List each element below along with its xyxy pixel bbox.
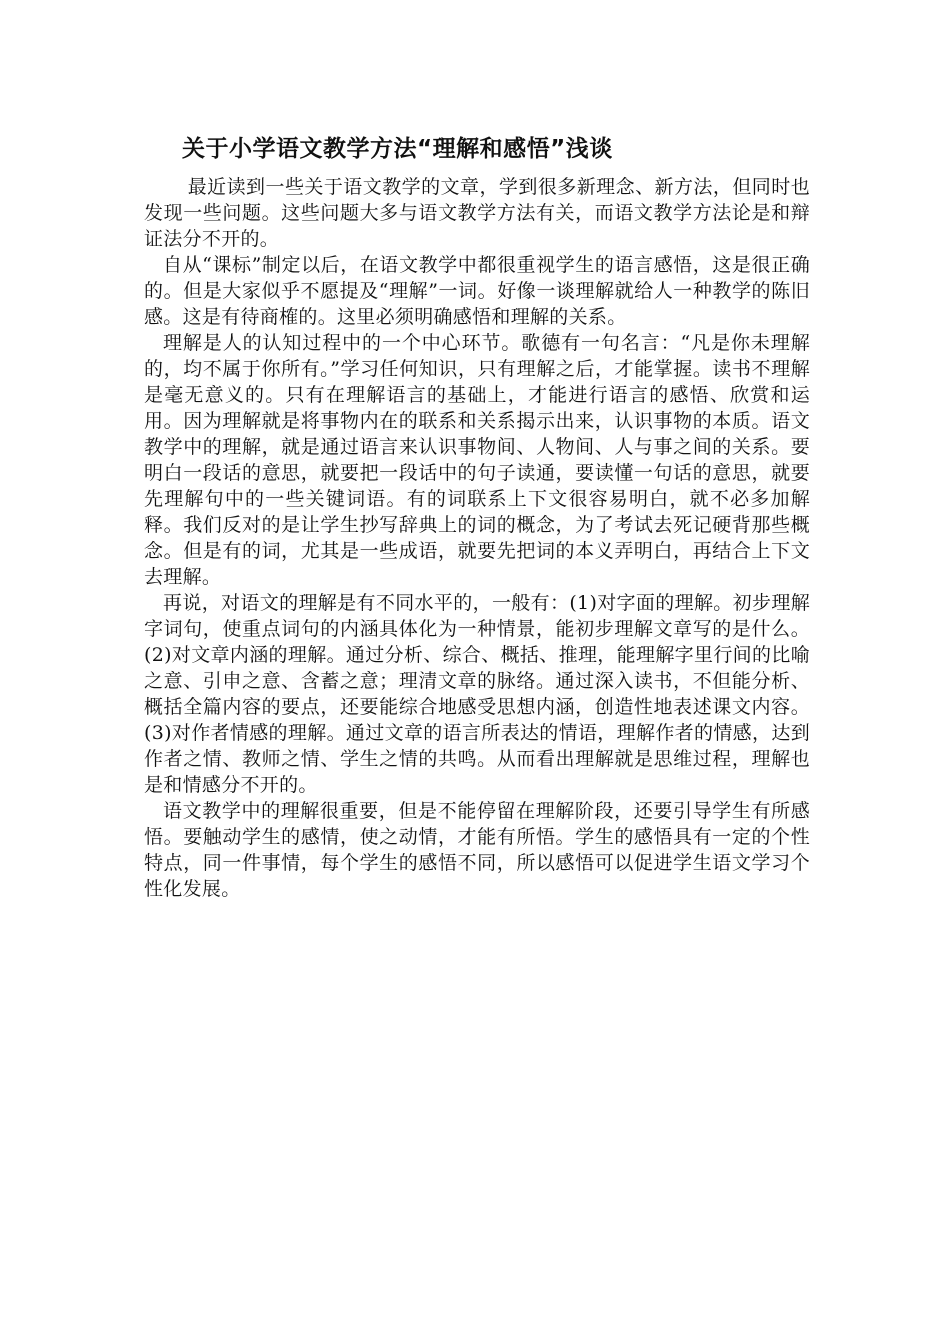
paragraph-4: 再说，对语文的理解是有不同水平的，一般有：(1)对字面的理解。初步理解字词句，使重点词句的内涵具体化为一种情景，能初步理解文章写的是什么。(2)对文章内涵的理解。通过分析、综合、概括、推理，能理解字里行间的比喻之意、引申之意、含蓄之意；理清文章的脉络。通过深入读书，不但能分析、概括全篇内容的要点，还要能综合地感受思想内涵，创造性地表述课文内容。(3)对作者情感的理解。通过文章的语言所表达的情语，理解作者的情感，达到作者之情、教师之情、学生之情的共鸣。从而看出理解就是思维过程，理解也是和情感分不开的。 (144, 592, 810, 796)
document-title: 关于小学语文教学方法“理解和感悟”浅谈 (182, 136, 613, 162)
paragraph-3: 理解是人的认知过程中的一个中心环节。歌德有一句名言：“凡是你未理解的，均不属于你所有。”学习任何知识，只有理解之后，才能掌握。读书不理解是毫无意义的。只有在理解语言的基础上，才能进行语言的感悟、欣赏和运用。因为理解就是将事物内在的联系和关系揭示出来，认识事物的本质。语文教学中的理解，就是通过语言来认识事物间、人物间、人与事之间的关系。要明白一段话的意思，就要把一段话中的句子读通，要读懂一句话的意思，就要先理解句中的一些关键词语。有的词联系上下文很容易明白，就不必多加解释。我们反对的是让学生抄写辞典上的词的概念，为了考试去死记硬背那些概念。但是有的词，尤其是一些成语，就要先把词的本义弄明白，再结合上下文去理解。 (144, 332, 810, 588)
paragraph-1: 最近读到一些关于语文教学的文章，学到很多新理念、新方法，但同时也发现一些问题。这些问题大多与语文教学方法有关，而语文教学方法论是和辩证法分不开的。 (144, 176, 810, 250)
document-body (144, 174, 810, 902)
paragraph-5: 语文教学中的理解很重要，但是不能停留在理解阶段，还要引导学生有所感悟。要触动学生的感情，使之动情，才能有所悟。学生的感悟具有一定的个性特点，同一件事情，每个学生的感悟不同，所以感悟可以促进学生语文学习个性化发展。 (144, 800, 810, 900)
paragraph-2: 自从“课标”制定以后，在语文教学中都很重视学生的语言感悟，这是很正确的。但是大家似乎不愿提及“理解”一词。好像一谈理解就给人一种教学的陈旧感。这是有待商榷的。这里必须明确感悟和理解的关系。 (144, 254, 810, 328)
